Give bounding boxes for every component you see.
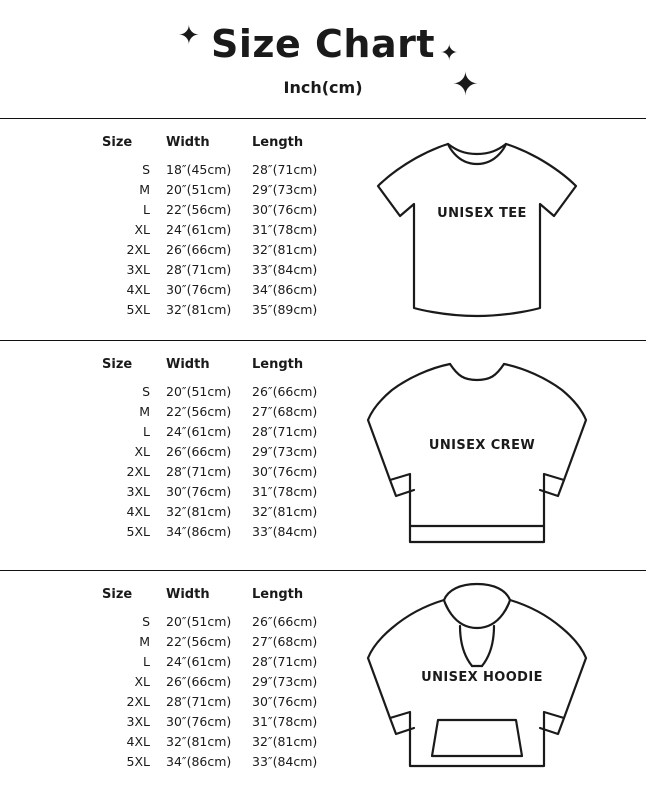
cell-size: XL bbox=[134, 221, 150, 237]
garment-label-crew: UNISEX CREW bbox=[428, 438, 536, 453]
column-header-size: Size bbox=[102, 135, 133, 150]
page-header bbox=[0, 0, 646, 118]
column-header-length: Length bbox=[252, 135, 304, 150]
cell-width: 34″(86cm) bbox=[166, 753, 232, 769]
column-header-length: Length bbox=[252, 587, 304, 602]
cell-length: 29″(73cm) bbox=[252, 673, 318, 689]
column-header-width: Width bbox=[166, 135, 210, 150]
cell-width: 28″(71cm) bbox=[166, 693, 232, 709]
garment-label-hoodie: UNISEX HOODIE bbox=[421, 670, 543, 685]
table-row bbox=[96, 299, 344, 319]
cell-width: 26″(66cm) bbox=[166, 443, 232, 459]
cell-size: S bbox=[142, 383, 150, 399]
cell-width: 24″(61cm) bbox=[166, 653, 232, 669]
table-row bbox=[96, 751, 344, 771]
cell-length: 32″(81cm) bbox=[252, 733, 318, 749]
table-row bbox=[96, 441, 344, 461]
cell-width: 30″(76cm) bbox=[166, 281, 232, 297]
cell-length: 30″(76cm) bbox=[252, 201, 318, 217]
page-subtitle: Inch(cm) bbox=[283, 78, 363, 97]
table-row bbox=[96, 239, 344, 259]
table-header-row bbox=[96, 584, 344, 611]
column-header-size: Size bbox=[102, 587, 133, 602]
cell-size: 5XL bbox=[126, 753, 150, 769]
cell-size: 2XL bbox=[126, 693, 150, 709]
table-row bbox=[96, 691, 344, 711]
cell-width: 24″(61cm) bbox=[166, 221, 232, 237]
table-row bbox=[96, 279, 344, 299]
garment-illustration-hoodie bbox=[352, 580, 612, 790]
cell-width: 26″(66cm) bbox=[166, 241, 232, 257]
cell-size: 5XL bbox=[126, 523, 150, 539]
cell-size: 2XL bbox=[126, 463, 150, 479]
size-table-tee bbox=[96, 132, 344, 319]
cell-width: 28″(71cm) bbox=[166, 463, 232, 479]
table-row bbox=[96, 651, 344, 671]
table-row bbox=[96, 611, 344, 631]
cell-size: 4XL bbox=[126, 503, 150, 519]
cell-length: 26″(66cm) bbox=[252, 383, 318, 399]
cell-size: XL bbox=[134, 673, 150, 689]
table-row bbox=[96, 381, 344, 401]
cell-size: 5XL bbox=[126, 301, 150, 317]
cell-size: M bbox=[139, 181, 150, 197]
cell-length: 26″(66cm) bbox=[252, 613, 318, 629]
table-row bbox=[96, 199, 344, 219]
cell-length: 33″(84cm) bbox=[252, 523, 318, 539]
cell-length: 29″(73cm) bbox=[252, 181, 318, 197]
section-unisex-tee bbox=[0, 118, 646, 340]
table-row bbox=[96, 421, 344, 441]
table-row bbox=[96, 401, 344, 421]
column-header-width: Width bbox=[166, 587, 210, 602]
cell-size: 4XL bbox=[126, 733, 150, 749]
cell-width: 22″(56cm) bbox=[166, 201, 232, 217]
cell-length: 27″(68cm) bbox=[252, 403, 318, 419]
cell-size: 3XL bbox=[126, 483, 150, 499]
table-row bbox=[96, 731, 344, 751]
cell-width: 30″(76cm) bbox=[166, 483, 232, 499]
cell-width: 32″(81cm) bbox=[166, 301, 232, 317]
section-unisex-hoodie bbox=[0, 570, 646, 800]
hoodie-icon bbox=[352, 580, 602, 790]
cell-width: 24″(61cm) bbox=[166, 423, 232, 439]
cell-size: 3XL bbox=[126, 261, 150, 277]
sparkle-icon: ✦ bbox=[178, 20, 200, 50]
tshirt-icon bbox=[352, 128, 602, 323]
cell-size: L bbox=[143, 423, 150, 439]
cell-width: 34″(86cm) bbox=[166, 523, 232, 539]
cell-length: 28″(71cm) bbox=[252, 161, 318, 177]
size-table-hoodie bbox=[96, 584, 344, 771]
table-row bbox=[96, 671, 344, 691]
garment-illustration-tee bbox=[352, 128, 612, 323]
column-header-width: Width bbox=[166, 357, 210, 372]
table-header-row bbox=[96, 132, 344, 159]
cell-width: 26″(66cm) bbox=[166, 673, 232, 689]
table-row bbox=[96, 481, 344, 501]
cell-length: 29″(73cm) bbox=[252, 443, 318, 459]
column-header-length: Length bbox=[252, 357, 304, 372]
cell-width: 20″(51cm) bbox=[166, 613, 232, 629]
table-header-row bbox=[96, 354, 344, 381]
column-header-size: Size bbox=[102, 357, 133, 372]
cell-width: 22″(56cm) bbox=[166, 633, 232, 649]
cell-width: 32″(81cm) bbox=[166, 733, 232, 749]
cell-length: 30″(76cm) bbox=[252, 693, 318, 709]
table-row bbox=[96, 219, 344, 239]
cell-width: 18″(45cm) bbox=[166, 161, 232, 177]
cell-size: S bbox=[142, 613, 150, 629]
cell-width: 20″(51cm) bbox=[166, 181, 232, 197]
cell-size: 4XL bbox=[126, 281, 150, 297]
table-row bbox=[96, 461, 344, 481]
size-table-crew bbox=[96, 354, 344, 541]
cell-width: 30″(76cm) bbox=[166, 713, 232, 729]
table-row bbox=[96, 631, 344, 651]
cell-length: 33″(84cm) bbox=[252, 261, 318, 277]
table-row bbox=[96, 259, 344, 279]
page-title: Size Chart bbox=[210, 22, 435, 66]
cell-width: 20″(51cm) bbox=[166, 383, 232, 399]
cell-length: 28″(71cm) bbox=[252, 653, 318, 669]
cell-length: 28″(71cm) bbox=[252, 423, 318, 439]
table-row bbox=[96, 711, 344, 731]
garment-label-tee: UNISEX TEE bbox=[437, 206, 527, 221]
table-row bbox=[96, 159, 344, 179]
sparkle-icon: ✦ bbox=[452, 66, 479, 102]
cell-length: 35″(89cm) bbox=[252, 301, 318, 317]
cell-size: L bbox=[143, 653, 150, 669]
cell-size: M bbox=[139, 403, 150, 419]
cell-size: 2XL bbox=[126, 241, 150, 257]
cell-length: 31″(78cm) bbox=[252, 483, 318, 499]
cell-length: 32″(81cm) bbox=[252, 241, 318, 257]
cell-size: XL bbox=[134, 443, 150, 459]
cell-length: 31″(78cm) bbox=[252, 221, 318, 237]
cell-length: 27″(68cm) bbox=[252, 633, 318, 649]
garment-illustration-crew bbox=[352, 350, 612, 555]
section-unisex-crew bbox=[0, 340, 646, 570]
cell-size: M bbox=[139, 633, 150, 649]
cell-width: 32″(81cm) bbox=[166, 503, 232, 519]
cell-width: 22″(56cm) bbox=[166, 403, 232, 419]
cell-length: 33″(84cm) bbox=[252, 753, 318, 769]
cell-width: 28″(71cm) bbox=[166, 261, 232, 277]
table-row bbox=[96, 179, 344, 199]
cell-size: S bbox=[142, 161, 150, 177]
cell-length: 31″(78cm) bbox=[252, 713, 318, 729]
cell-length: 32″(81cm) bbox=[252, 503, 318, 519]
table-row bbox=[96, 501, 344, 521]
cell-size: L bbox=[143, 201, 150, 217]
cell-length: 34″(86cm) bbox=[252, 281, 318, 297]
cell-length: 30″(76cm) bbox=[252, 463, 318, 479]
sparkle-icon: ✦ bbox=[440, 40, 459, 65]
cell-size: 3XL bbox=[126, 713, 150, 729]
table-row bbox=[96, 521, 344, 541]
